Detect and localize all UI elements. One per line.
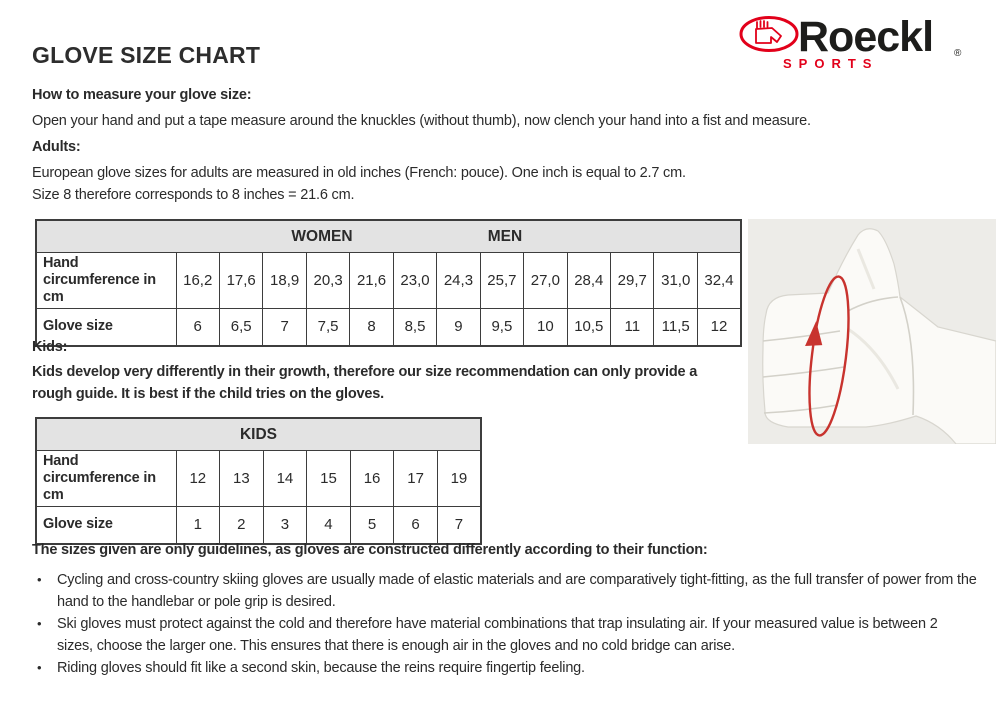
list-item bbox=[32, 569, 977, 613]
adults-table-group-header bbox=[36, 220, 741, 253]
circumference-cell: 27,0 bbox=[524, 253, 567, 309]
size-cell: 2 bbox=[220, 507, 264, 544]
adults-size-table bbox=[35, 219, 742, 347]
adults-heading: Adults: bbox=[32, 139, 81, 155]
circumference-cell: 29,7 bbox=[611, 253, 654, 309]
size-cell: 7,5 bbox=[306, 309, 349, 346]
size-cell: 8 bbox=[350, 309, 393, 346]
size-cell: 12 bbox=[697, 309, 741, 346]
circumference-cell: 31,0 bbox=[654, 253, 697, 309]
roeckl-sports-logo bbox=[735, 11, 967, 71]
circumference-cell: 12 bbox=[176, 451, 220, 507]
adults-text-line2: Size 8 therefore corresponds to 8 inches = 21.6 cm. bbox=[32, 187, 355, 203]
size-cell: 4 bbox=[307, 507, 351, 544]
adults-text-line1: European glove sizes for adults are measured in old inches (French: pouce). One inch is equal to 2.7 cm. bbox=[32, 165, 686, 181]
circumference-cell: 18,9 bbox=[263, 253, 306, 309]
row-label: Glove size bbox=[36, 507, 176, 544]
circumference-cell: 17,6 bbox=[219, 253, 262, 309]
kids-heading: Kids: bbox=[32, 339, 68, 355]
bullet-text-riding: Riding gloves should fit like a second skin, because the reins require fingertip feeling. bbox=[57, 660, 585, 676]
row-label: Hand circumference in cm bbox=[36, 451, 176, 507]
circumference-cell: 13 bbox=[220, 451, 264, 507]
sports-wordmark: SPORTS bbox=[783, 56, 879, 71]
men-header: MEN bbox=[487, 227, 523, 245]
size-cell: 10,5 bbox=[567, 309, 610, 346]
list-item bbox=[32, 657, 977, 679]
size-cell: 11 bbox=[611, 309, 654, 346]
list-item bbox=[32, 613, 977, 657]
size-cell: 6,5 bbox=[219, 309, 262, 346]
hand-measurement-figure bbox=[748, 219, 996, 444]
guidelines-heading: The sizes given are only guidelines, as gloves are constructed differently according to their function: bbox=[32, 542, 708, 558]
size-cell: 6 bbox=[394, 507, 438, 544]
adults-glove-size-row bbox=[36, 309, 741, 346]
circumference-cell: 16 bbox=[350, 451, 394, 507]
size-cell: 3 bbox=[263, 507, 307, 544]
size-cell: 7 bbox=[437, 507, 481, 544]
bullet-icon: • bbox=[37, 660, 42, 675]
circumference-cell: 17 bbox=[394, 451, 438, 507]
row-label: Hand circumference in cm bbox=[36, 253, 176, 309]
circumference-cell: 15 bbox=[307, 451, 351, 507]
how-to-measure-heading: How to measure your glove size: bbox=[32, 87, 252, 103]
guidelines-bullet-list bbox=[32, 569, 977, 679]
circumference-cell: 23,0 bbox=[393, 253, 436, 309]
size-cell: 9 bbox=[437, 309, 480, 346]
row-label: Glove size bbox=[36, 309, 176, 346]
circumference-cell: 21,6 bbox=[350, 253, 393, 309]
kids-size-table bbox=[35, 417, 482, 545]
how-to-measure-text: Open your hand and put a tape measure around the knuckles (without thumb), now clench your hand into a fist and measure. bbox=[32, 113, 811, 129]
bullet-text-ski: Ski gloves must protect against the cold and therefore have material combinations that trap insulating air. If your measured value is between 2 sizes, choose the larger one. This ensures that there is enough air in the gloves and no cold bridge can arise. bbox=[57, 616, 938, 654]
bullet-icon: • bbox=[37, 616, 42, 631]
roeckl-wordmark: Roeckl bbox=[798, 13, 934, 61]
size-cell: 9,5 bbox=[480, 309, 523, 346]
size-cell: 5 bbox=[350, 507, 394, 544]
kids-circumference-row bbox=[36, 451, 481, 507]
size-cell: 7 bbox=[263, 309, 306, 346]
circumference-cell: 32,4 bbox=[697, 253, 741, 309]
circumference-cell: 20,3 bbox=[306, 253, 349, 309]
women-header: WOMEN bbox=[291, 227, 353, 245]
size-cell: 8,5 bbox=[393, 309, 436, 346]
circumference-cell: 25,7 bbox=[480, 253, 523, 309]
size-cell: 10 bbox=[524, 309, 567, 346]
circumference-cell: 16,2 bbox=[176, 253, 219, 309]
size-cell: 11,5 bbox=[654, 309, 697, 346]
hand-photo-illustration bbox=[748, 219, 996, 444]
kids-table-group-header: KIDS bbox=[36, 418, 481, 451]
size-cell: 1 bbox=[176, 507, 220, 544]
registered-mark: ® bbox=[954, 48, 962, 59]
kids-text: Kids develop very differently in their growth, therefore our size recommendation can only provide a rough guide. It is best if the child tries on the gloves. bbox=[32, 364, 698, 402]
circumference-cell: 14 bbox=[263, 451, 307, 507]
page-title: GLOVE SIZE CHART bbox=[32, 42, 261, 68]
circumference-cell: 24,3 bbox=[437, 253, 480, 309]
size-cell: 6 bbox=[176, 309, 219, 346]
circumference-cell: 19 bbox=[437, 451, 481, 507]
circumference-cell: 28,4 bbox=[567, 253, 610, 309]
hand-logo-icon bbox=[735, 11, 967, 71]
bullet-text-cycling: Cycling and cross-country skiing gloves are usually made of elastic materials and are comparatively tight-fitting, as the full transfer of power from the hand to the handlebar or pole grip is desired. bbox=[57, 572, 977, 610]
kids-glove-size-row bbox=[36, 507, 481, 544]
bullet-icon: • bbox=[37, 572, 42, 587]
adults-circumference-row bbox=[36, 253, 741, 309]
